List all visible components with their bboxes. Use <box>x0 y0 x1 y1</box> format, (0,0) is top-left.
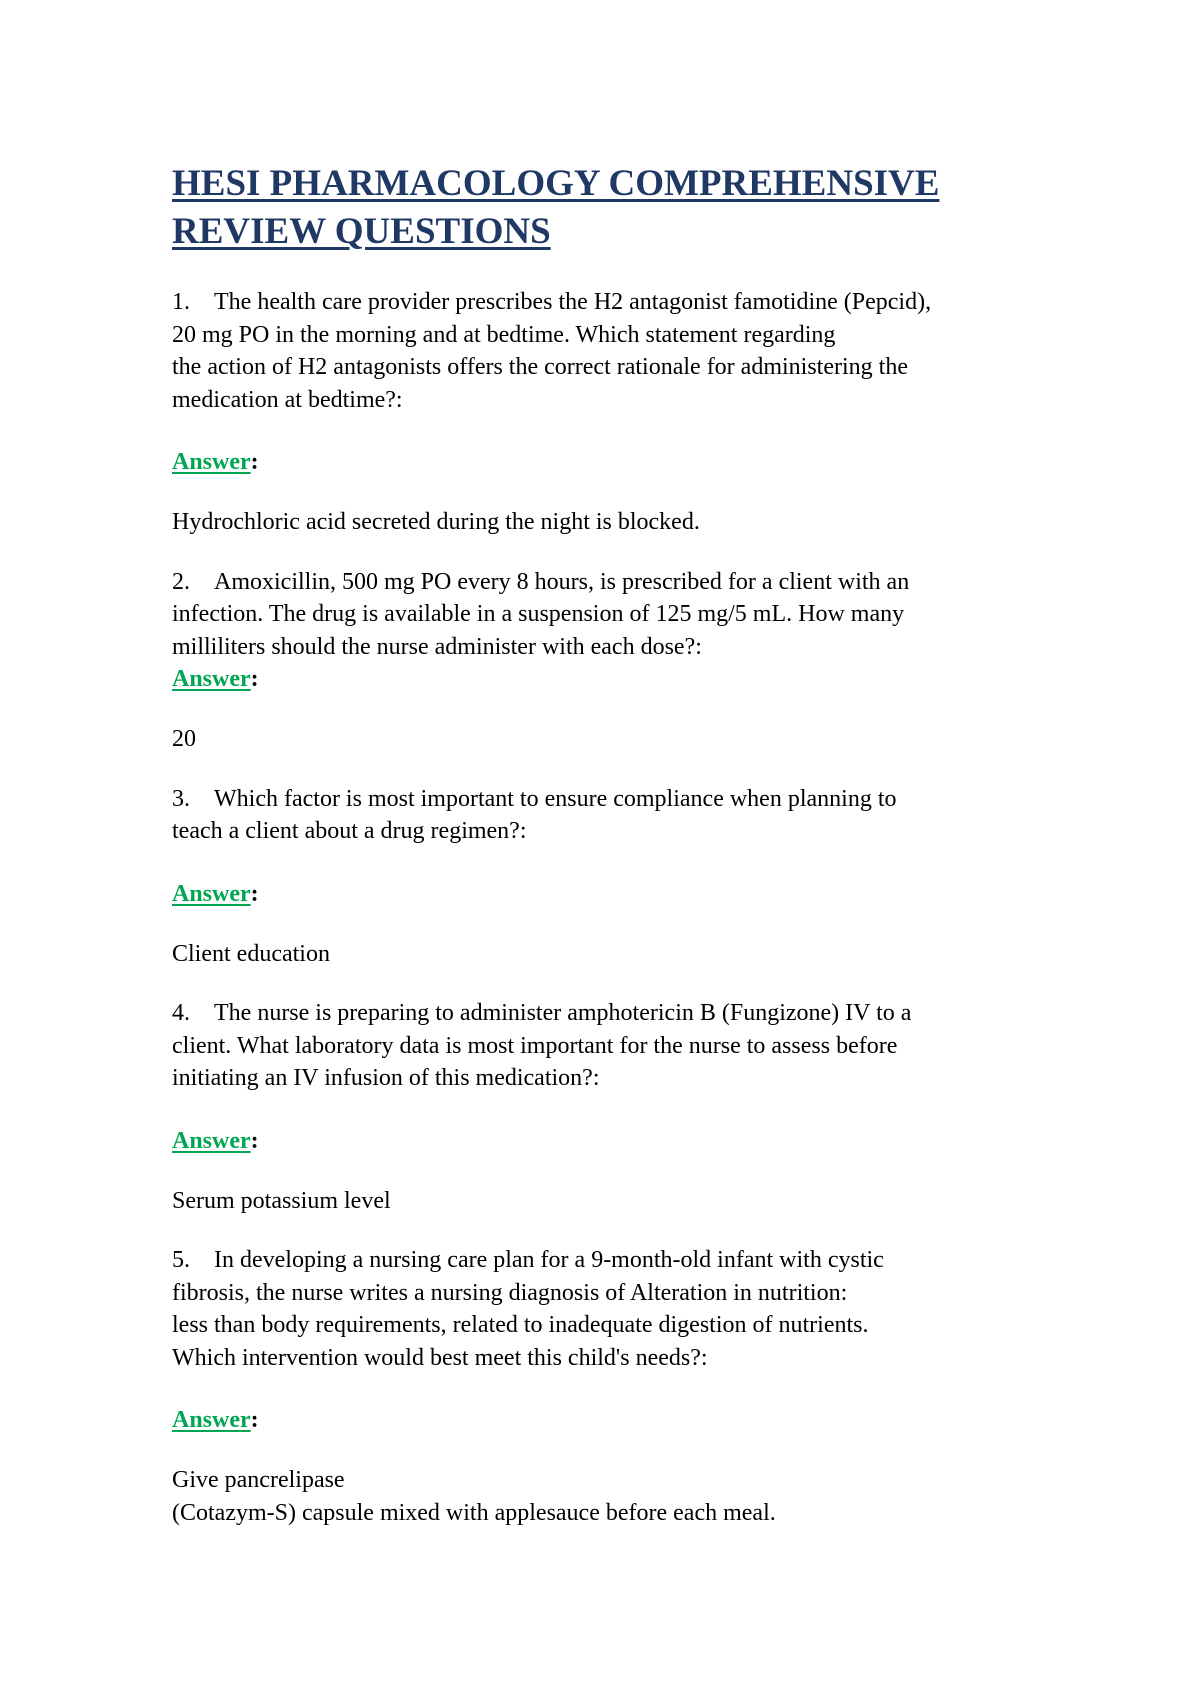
question-text <box>172 783 1072 848</box>
answer-text: 20 <box>172 726 196 752</box>
answer-text: Client education <box>172 940 330 967</box>
question-body: Which factor is most important to ensure compliance when planning to teach a client about a drug regimen?: <box>172 785 897 844</box>
question-block-5 <box>172 1244 1072 1529</box>
question-body: The nurse is preparing to administer amphotericin B (Fungizone) IV to a client. What laboratory data is most important for the nurse to assess before initiating an IV infusion of this medication?: <box>172 1000 912 1091</box>
document-title: HESI PHARMACOLOGY COMPREHENSIVE REVIEW QUESTIONS <box>172 163 940 252</box>
answer-label <box>172 878 1072 910</box>
question-number: 3. <box>172 785 190 812</box>
question-body: Amoxicillin, 500 mg PO every 8 hours, is prescribed for a client with an infection. The drug is available in a suspension of 125 mg/5 mL. How many milliliters should the nurse administer with each dose?: <box>172 568 910 660</box>
question-text <box>172 286 1072 416</box>
answer-label-word: Answer <box>172 666 251 692</box>
answer-label-colon: : <box>250 1127 259 1154</box>
question-body: The health care provider prescribes the H2 antagonist famotidine (Pepcid), 20 mg PO in the morning and at bedtime. Which statement regarding the action of H2 antagonists offers the correct rationale for administering the medication at bedtime?: <box>172 289 932 413</box>
answer-label-colon: : <box>250 666 259 692</box>
answer-label-word: Answer <box>172 1407 251 1433</box>
answer-label <box>172 663 1072 695</box>
question-block-3 <box>172 783 1072 971</box>
answer-text: Serum potassium level <box>172 1187 391 1214</box>
answer-text: Hydrochloric acid secreted during the night is blocked. <box>172 509 700 535</box>
question-text <box>172 997 1072 1095</box>
answer-label-word: Answer <box>172 449 251 475</box>
answer-label-word: Answer <box>172 880 251 907</box>
question-number: 2. <box>172 568 190 595</box>
question-body: In developing a nursing care plan for a 9-month-old infant with cystic fibrosis, the nurse writes a nursing diagnosis of Alteration in nutrition: less than body requirements, related to inadequate digestion of nutrients. Which intervention would best meet this child's needs?: <box>172 1247 884 1371</box>
answer-text: Give pancrelipase (Cotazym-S) capsule mixed with applesauce before each meal. <box>172 1467 776 1526</box>
question-text <box>172 1244 1072 1374</box>
question-block-2 <box>172 566 1072 756</box>
question-block-4 <box>172 997 1072 1217</box>
answer-label-colon: : <box>250 880 259 907</box>
answer-label-colon: : <box>250 1407 259 1433</box>
answer-label <box>172 1125 1072 1157</box>
question-block-1 <box>172 286 1072 539</box>
question-number: 4. <box>172 1000 190 1026</box>
answer-label <box>172 446 1072 478</box>
question-number: 1. <box>172 289 190 315</box>
document-page <box>172 160 1072 1529</box>
answer-label <box>172 1404 1072 1436</box>
answer-label-word: Answer <box>172 1127 251 1154</box>
question-text <box>172 566 1072 664</box>
answer-label-colon: : <box>250 449 259 475</box>
question-number: 5. <box>172 1247 190 1273</box>
